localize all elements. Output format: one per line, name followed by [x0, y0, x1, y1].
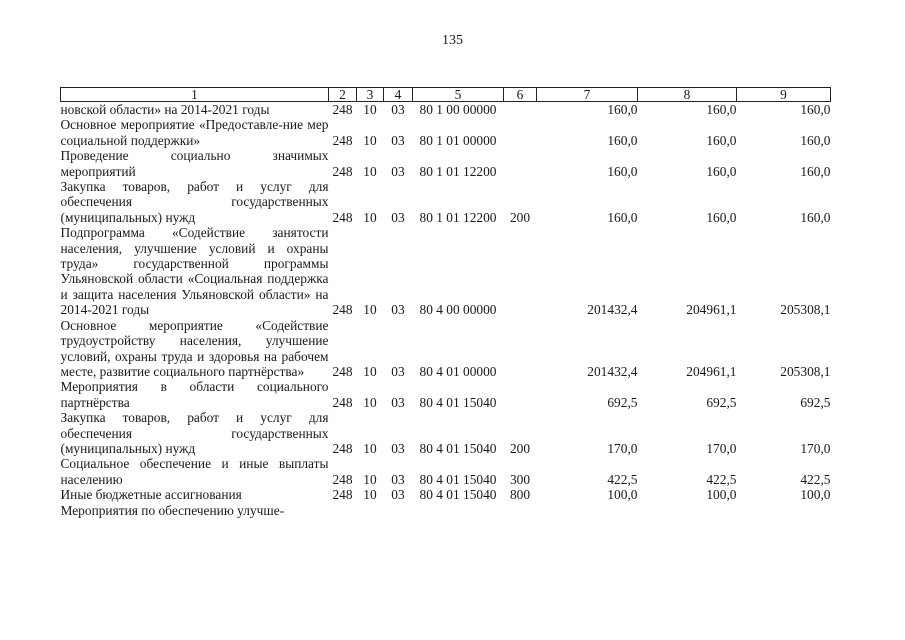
- expense-type-code: 800: [509, 487, 531, 503]
- amount-col8: [638, 503, 737, 518]
- section-code: 10: [363, 471, 377, 487]
- item-description: новской области» на 2014-2021 годы: [60, 102, 270, 117]
- target-article-code: 80 1 01 12200: [419, 163, 497, 179]
- amount-col9: 170,0: [800, 440, 831, 456]
- amount-col9: 100,0: [800, 487, 831, 503]
- amount-col7: 160,0: [607, 163, 638, 179]
- item-description: Закупка товаров, работ и услуг для обеспечения государственных (муниципальных) нужд: [60, 179, 329, 225]
- subsection-code: 03: [391, 102, 405, 117]
- amount-col7: 160,0: [607, 209, 638, 225]
- table-row: [61, 148, 831, 179]
- column-header: 4: [384, 88, 413, 102]
- section-code: 10: [363, 302, 377, 318]
- target-article-code: 80 4 00 00000: [419, 302, 497, 318]
- ministry-code: 248: [332, 302, 353, 318]
- ministry-code: 248: [332, 132, 353, 148]
- table-row: [61, 456, 831, 487]
- table-row: [61, 379, 831, 410]
- target-article-code: 80 4 01 15040: [419, 487, 497, 503]
- target-article-code: 80 1 00 00000: [419, 102, 497, 117]
- ministry-code: 248: [332, 440, 353, 456]
- amount-col7: 201432,4: [587, 363, 638, 379]
- expense-type-code: 200: [509, 209, 531, 225]
- amount-col8: 204961,1: [686, 302, 737, 318]
- section-code: 10: [363, 209, 377, 225]
- ministry-code: [329, 503, 357, 518]
- target-article-code: 80 1 01 00000: [419, 132, 497, 148]
- expense-type-code: [504, 225, 537, 317]
- target-article-code: 80 4 01 15040: [419, 440, 497, 456]
- amount-col8: 422,5: [706, 471, 737, 487]
- amount-col9: 205308,1: [780, 363, 831, 379]
- table-row: [61, 179, 831, 225]
- subsection-code: 03: [391, 471, 405, 487]
- expense-type-code: [504, 102, 537, 118]
- table-row: [61, 487, 831, 502]
- item-description: Основное мероприятие «Предоставле-ние мер социальной поддержки»: [60, 117, 329, 148]
- amount-col8: 170,0: [706, 440, 737, 456]
- amount-col7: 201432,4: [587, 302, 638, 318]
- expense-type-code: [504, 318, 537, 380]
- amount-col9: 692,5: [800, 394, 831, 410]
- ministry-code: 248: [332, 163, 353, 179]
- column-header: 2: [329, 88, 357, 102]
- amount-col9: 160,0: [800, 163, 831, 179]
- amount-col8: 160,0: [706, 102, 737, 117]
- amount-col8: 692,5: [706, 394, 737, 410]
- column-header: 9: [737, 88, 831, 102]
- target-article-code: 80 4 01 15040: [419, 394, 497, 410]
- amount-col7: 692,5: [607, 394, 638, 410]
- amount-col8: 160,0: [706, 163, 737, 179]
- item-description: Мероприятия в области социального партнёрства: [60, 379, 329, 410]
- amount-col7: 422,5: [607, 471, 638, 487]
- amount-col7: 160,0: [607, 132, 638, 148]
- section-code: 10: [363, 487, 377, 503]
- amount-col8: 160,0: [706, 132, 737, 148]
- expense-type-code: [504, 503, 537, 518]
- target-article-code: [413, 503, 504, 518]
- item-description: Подпрограмма «Содействие занятости населения, улучшение условий и охраны труда» государственной программы Ульяновской области «Социальная поддержка и защита населения Ульяновской области» на 2014-2021 годы: [60, 225, 329, 318]
- expense-type-code: [504, 117, 537, 148]
- amount-col9: 422,5: [800, 471, 831, 487]
- expense-type-code: 300: [509, 471, 531, 487]
- subsection-code: [384, 503, 413, 518]
- table-row: [61, 503, 831, 518]
- item-description: Закупка товаров, работ и услуг для обеспечения государственных (муниципальных) нужд: [60, 410, 329, 456]
- item-description: Проведение социально значимых мероприятий: [60, 148, 329, 179]
- section-code: 10: [363, 163, 377, 179]
- table-row: [61, 102, 831, 118]
- ministry-code: 248: [332, 471, 353, 487]
- item-description: Социальное обеспечение и иные выплаты населению: [60, 456, 329, 487]
- amount-col7: 100,0: [607, 487, 638, 503]
- ministry-code: 248: [332, 363, 353, 379]
- column-number-header: [61, 88, 831, 102]
- target-article-code: 80 1 01 12200: [419, 209, 497, 225]
- item-description: Мероприятия по обеспечению улучше-: [60, 502, 285, 518]
- ministry-code: 248: [332, 209, 353, 225]
- column-header: 1: [61, 88, 329, 102]
- column-header: 6: [504, 88, 537, 102]
- section-code: 10: [363, 363, 377, 379]
- subsection-code: 03: [391, 363, 405, 379]
- ministry-code: 248: [332, 102, 353, 117]
- column-header: 5: [413, 88, 504, 102]
- table-row: [61, 225, 831, 317]
- ministry-code: 248: [332, 487, 353, 503]
- column-header: 7: [537, 88, 638, 102]
- target-article-code: 80 4 01 00000: [419, 363, 497, 379]
- column-header: 3: [357, 88, 384, 102]
- column-header: 8: [638, 88, 737, 102]
- section-code: 10: [363, 132, 377, 148]
- amount-col7: 160,0: [607, 102, 638, 117]
- amount-col9: 160,0: [800, 102, 831, 117]
- subsection-code: 03: [391, 163, 405, 179]
- expense-type-code: 200: [509, 440, 531, 456]
- expense-type-code: [504, 148, 537, 179]
- section-code: [357, 503, 384, 518]
- section-code: 10: [363, 394, 377, 410]
- section-code: 10: [363, 440, 377, 456]
- budget-table: [60, 87, 831, 518]
- amount-col9: 160,0: [800, 209, 831, 225]
- amount-col9: [737, 503, 831, 518]
- expense-type-code: [504, 379, 537, 410]
- table-row: [61, 117, 831, 148]
- subsection-code: 03: [391, 394, 405, 410]
- subsection-code: 03: [391, 132, 405, 148]
- table-row: [61, 410, 831, 456]
- subsection-code: 03: [391, 487, 405, 503]
- subsection-code: 03: [391, 440, 405, 456]
- amount-col8: 160,0: [706, 209, 737, 225]
- target-article-code: 80 4 01 15040: [419, 471, 497, 487]
- subsection-code: 03: [391, 209, 405, 225]
- amount-col7: [537, 503, 638, 518]
- item-description: Основное мероприятие «Содействие трудоустройству населения, улучшение условий, охраны труда и здоровья на рабочем месте, развитие социального партнёрства»: [60, 317, 329, 379]
- table-row: [61, 318, 831, 380]
- amount-col9: 205308,1: [780, 302, 831, 318]
- ministry-code: 248: [332, 394, 353, 410]
- subsection-code: 03: [391, 302, 405, 318]
- amount-col9: 160,0: [800, 132, 831, 148]
- item-description: Иные бюджетные ассигнования: [60, 487, 242, 503]
- amount-col7: 170,0: [607, 440, 638, 456]
- amount-col8: 100,0: [706, 487, 737, 503]
- section-code: 10: [363, 102, 377, 117]
- page-number: 135: [442, 33, 463, 48]
- amount-col8: 204961,1: [686, 363, 737, 379]
